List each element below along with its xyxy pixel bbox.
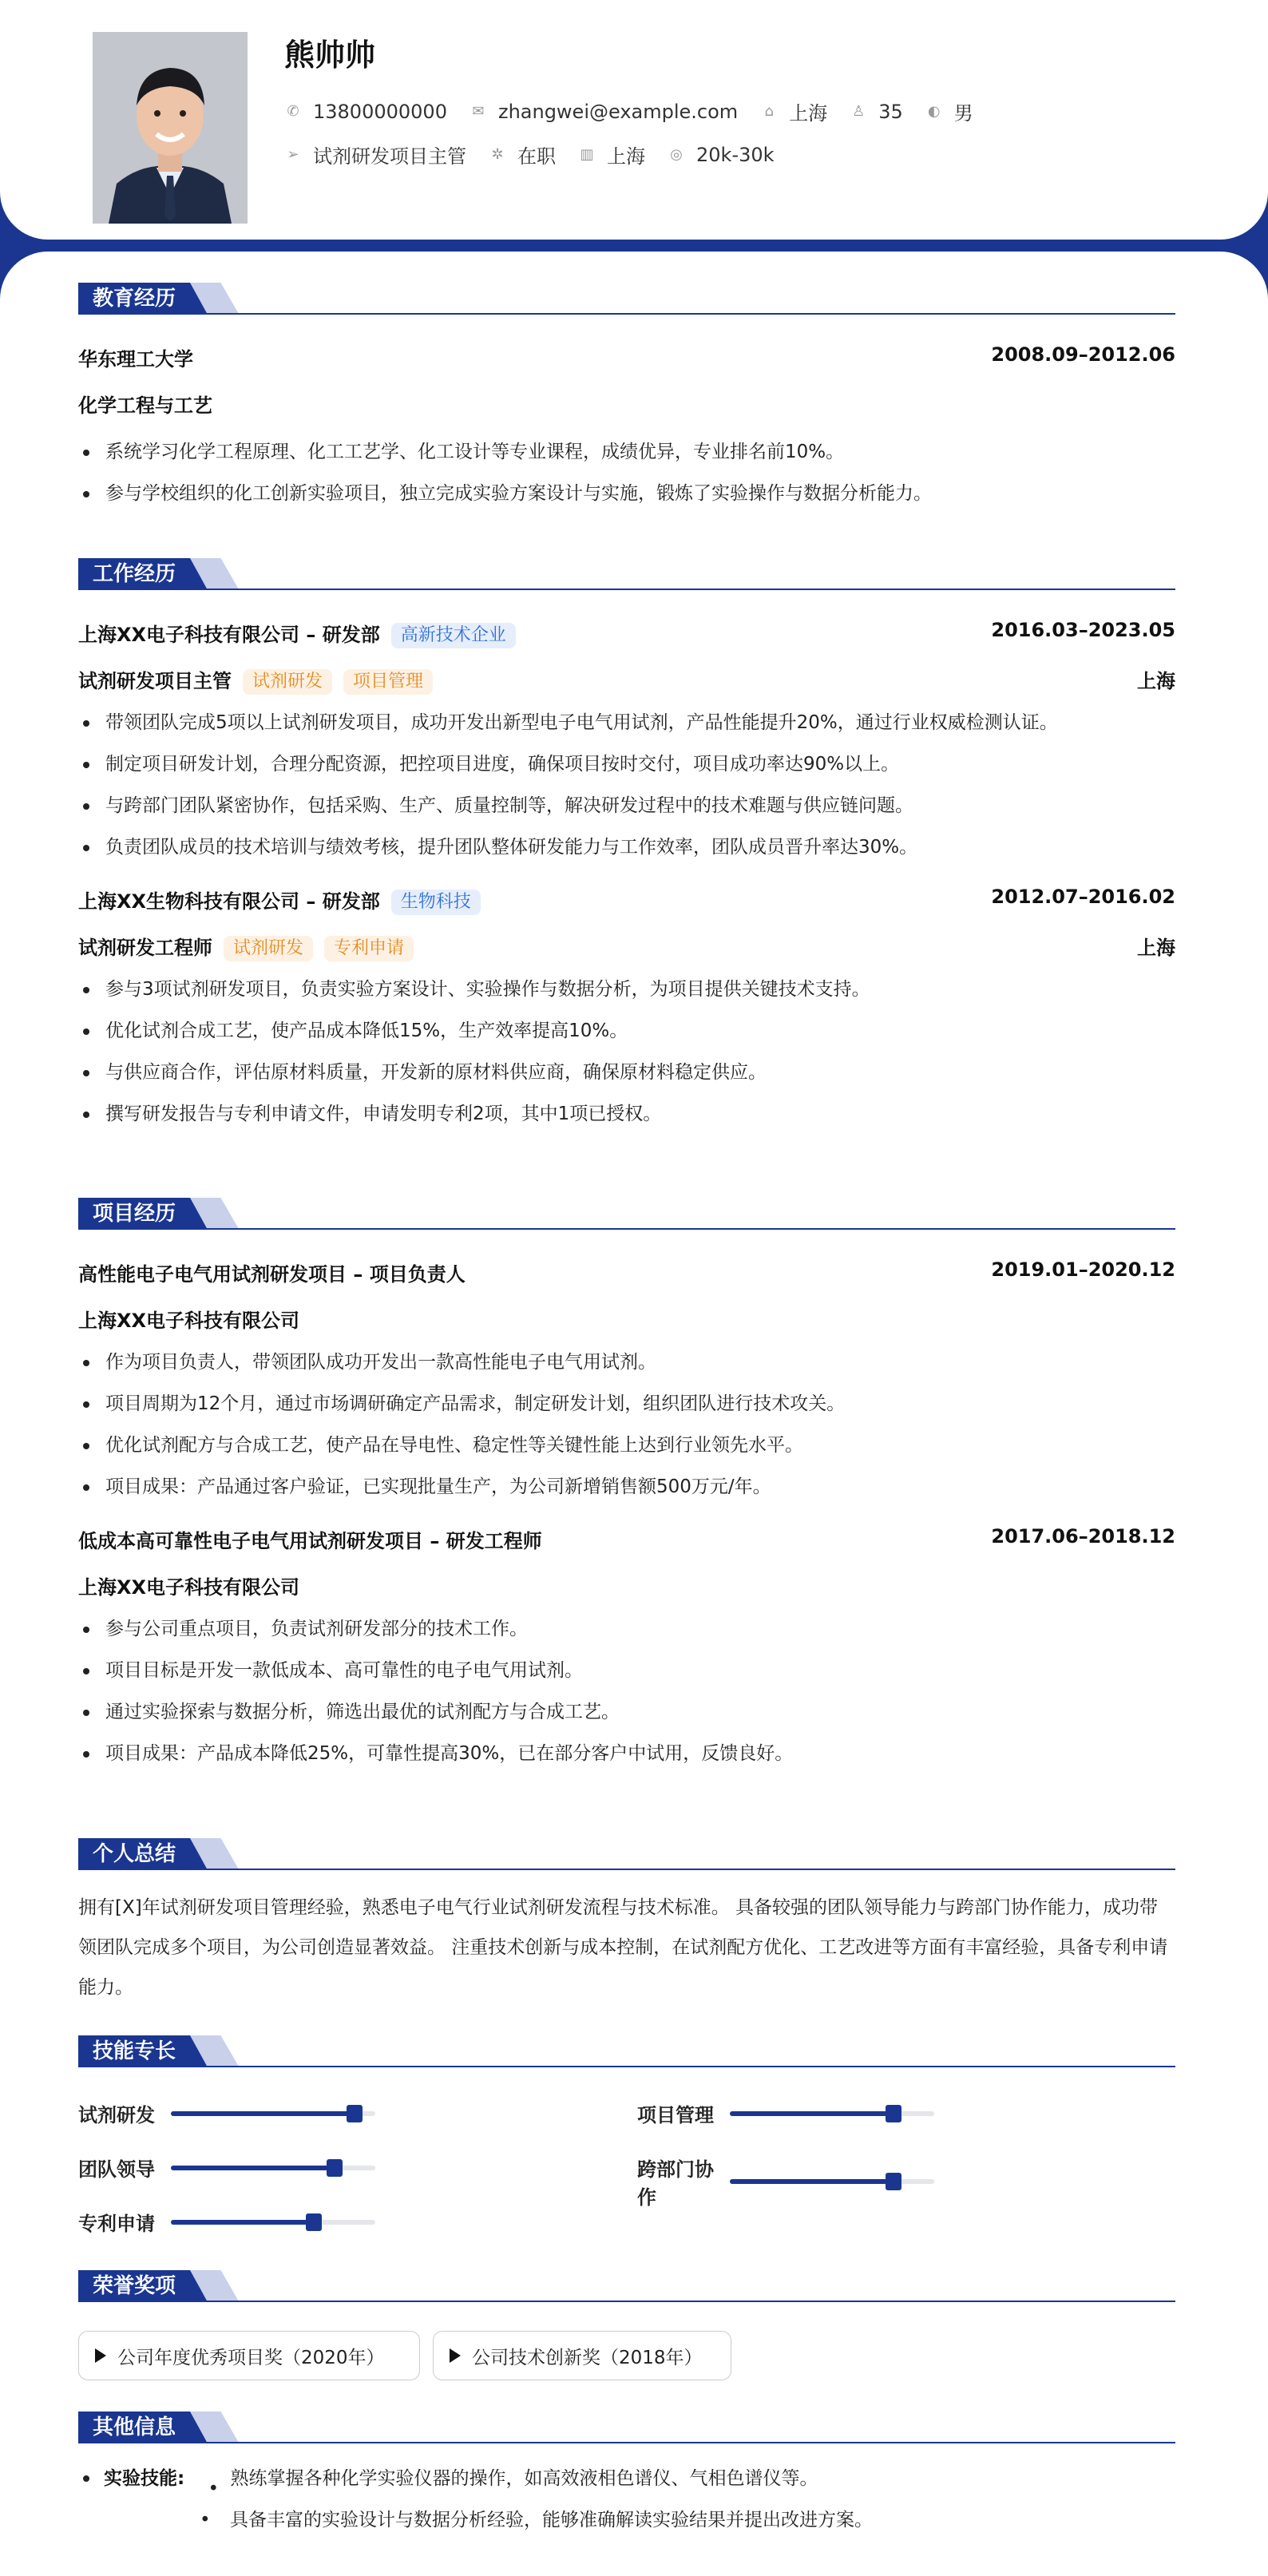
location-text: 上海 [789,102,828,125]
role-title: 试剂研发工程师 [78,937,212,959]
city-text: 上海 [607,145,645,168]
mail-icon: ✉ [472,102,485,120]
list-item: 项目成果：产品通过客户验证，已实现批量生产，为公司新增销售额500万元/年。 [78,1466,1175,1508]
project-period: 2017.06–2018.12 [991,1525,1175,1548]
skill-name: 专利申请 [78,2213,155,2235]
award-text: 公司年度优秀项目奖（2020年） [117,2347,385,2368]
list-item: 参与学校组织的化工创新实验项目，独立完成实验方案设计与实施，锻炼了实验操作与数据分析能力。 [78,473,1175,514]
skill-bar-knob [886,2173,901,2190]
work-bullets [78,969,1175,1135]
role-tag: 专利申请 [324,936,414,961]
other-row [78,2458,1175,2499]
skill-bar-fill [171,2220,314,2225]
age-item [850,101,903,123]
award-item [78,2331,420,2380]
list-item: 优化试剂合成工艺，使产品成本降低15%，生产效率提高10%。 [78,1010,1175,1052]
section-title: 教育经历 [78,283,190,315]
skill-bar [730,2111,934,2116]
project-company: 上海XX电子科技有限公司 [78,1576,300,1599]
list-item: 负责团队成员的技术培训与绩效考核，提升团队整体研发能力与工作效率，团队成员晋升率达30%。 [78,826,1175,868]
email-item[interactable] [470,101,738,123]
skill-bar-fill [730,2111,894,2116]
major-name: 化学工程与工艺 [78,394,212,417]
other-row [78,2499,1175,2541]
work-city: 上海 [1137,937,1175,959]
project-company: 上海XX电子科技有限公司 [78,1310,300,1332]
work-entry-header [78,886,1175,913]
work-bullets [78,702,1175,868]
skill-bar-knob [327,2159,343,2177]
project-title: 高性能电子电气用试剂研发项目 – 项目负责人 [78,1263,466,1286]
city-item [578,141,645,168]
section-divider [78,2442,1175,2443]
project-bullets [78,1608,1175,1774]
list-item: 带领团队完成5项以上试剂研发项目，成功开发出新型电子电气用试剂，产品性能提升20%，通过行业权威检测认证。 [78,702,1175,743]
project-title: 低成本高可靠性电子电气用试剂研发项目 – 研发工程师 [78,1530,542,1552]
section-title: 技能专长 [78,2035,190,2067]
skill-item [637,2099,934,2127]
company-name: 上海XX生物科技有限公司 – 研发部 [78,890,380,913]
list-item: 项目周期为12个月，通过市场调研确定产品需求，制定研发计划，组织团队进行技术攻关。 [78,1383,1175,1425]
skill-item [637,2154,934,2209]
other-item [197,2468,818,2499]
work-period: 2012.07–2016.02 [991,886,1175,908]
company-name: 上海XX电子科技有限公司 – 研发部 [78,624,380,646]
bullet-dot [83,2475,89,2482]
role-title: 试剂研发项目主管 [78,670,232,692]
role-tag: 试剂研发 [243,669,332,695]
section-title: 工作经历 [78,558,190,590]
bullet-dot: • [200,2510,211,2530]
section-divider [78,589,1175,590]
contact-row [284,97,996,125]
list-item: 参与3项试剂研发项目，负责实验方案设计、实验操作与数据分析，为项目提供关键技术支持。 [78,969,1175,1010]
section-header [78,1198,1175,1230]
company-tag: 高新技术企业 [391,623,516,648]
list-item: 项目目标是开发一款低成本、高可靠性的电子电气用试剂。 [78,1650,1175,1691]
project-entry-header [78,1525,1175,1552]
skill-item [78,2208,375,2236]
candidate-name: 熊帅帅 [284,38,376,73]
major-row [78,390,1175,417]
section-title: 荣誉奖项 [78,2270,190,2302]
section-header [78,2270,1175,2302]
skill-bar [730,2179,934,2184]
send-icon: ➢ [287,145,299,163]
play-icon [95,2348,106,2363]
email-text: zhangwei@example.com [497,100,739,123]
gender-icon: ◐ [927,102,941,120]
project-company-row [78,1305,1175,1332]
role-tag: 项目管理 [343,669,433,695]
summary-section [78,1838,1175,2007]
phone-text: 13800000000 [313,100,447,123]
skill-bar-knob [886,2105,901,2122]
list-item: 与跨部门团队紧密协作，包括采购、生产、质量控制等，解决研发过程中的技术难题与供应链问题。 [78,785,1175,826]
status-item [489,141,556,168]
skills-section [78,2035,1175,2259]
section-divider [78,313,1175,315]
person-icon: ♙ [852,102,866,120]
bullet-dot: • [208,2479,220,2499]
skill-bar [171,2111,375,2116]
section-header [78,558,1175,590]
work-role-row [78,932,1175,959]
skill-bar-knob [306,2213,322,2231]
building-icon: ▥ [580,145,594,163]
section-divider [78,2066,1175,2067]
position-text: 试剂研发项目主管 [313,145,466,168]
home-icon: ⌂ [764,102,774,120]
education-section [78,283,1175,514]
education-entry [78,343,1175,371]
project-company-row [78,1571,1175,1599]
avatar-photo [93,32,248,224]
location-item [760,97,827,125]
project-entry-header [78,1258,1175,1286]
company-tag: 生物科技 [391,890,481,915]
section-divider [78,1869,1175,1870]
skill-name: 跨部门协作 [637,2158,714,2209]
other-item-text: 具备丰富的实验设计与数据分析经验，能够准确解读实验结果并提出改进方案。 [230,2510,873,2530]
section-header [78,1838,1175,1870]
phone-icon: ✆ [287,102,299,120]
work-role-row [78,665,1175,692]
section-title: 其他信息 [78,2412,190,2443]
skill-bar [171,2220,375,2225]
other-content [78,2458,1175,2541]
skill-item [78,2099,375,2127]
skill-item [78,2154,375,2182]
section-header [78,283,1175,315]
salary-item [668,144,775,166]
play-icon [450,2348,461,2363]
education-period: 2008.09–2012.06 [991,343,1175,366]
summary-text: 拥有[X]年试剂研发项目管理经验，熟悉电子电气行业试剂研发流程与技术标准。 具备较强的团队领导能力与跨部门协作能力，成功带领团队完成多个项目，为公司创造显著效益。 注重技术创新与成本控制，在试剂配方优化、工艺改进等方面有丰富经验，具备专利申请能力。 [78,1897,1168,1998]
work-city: 上海 [1137,670,1175,692]
award-text: 公司技术创新奖（2018年） [472,2347,703,2368]
skill-bar-fill [730,2179,894,2184]
skill-name: 项目管理 [637,2104,714,2126]
projects-section [78,1198,1175,1774]
project-bullets [78,1342,1175,1508]
other-item-text: 熟练掌握各种化学实验仪器的操作，如高效液相色谱仪、气相色谱仪等。 [230,2468,818,2489]
list-item: 与供应商合作，评估原材料质量，开发新的原材料供应商，确保原材料稳定供应。 [78,1052,1175,1093]
list-item: 项目成果：产品成本降低25%，可靠性提高30%，已在部分客户中试用，反馈良好。 [78,1733,1175,1774]
skill-bar-fill [171,2111,355,2116]
list-item: 撰写研发报告与专利申请文件，申请发明专利2项，其中1项已授权。 [78,1093,1175,1135]
age-text: 35 [878,100,903,123]
award-item [433,2331,731,2380]
list-item: 作为项目负责人，带领团队成功开发出一款高性能电子电气用试剂。 [78,1342,1175,1383]
salary-icon: ◎ [670,145,683,163]
education-bullets [78,431,1175,514]
other-label: 实验技能: [104,2468,185,2489]
avatar [93,32,248,224]
work-period: 2016.03–2023.05 [991,619,1175,641]
skill-bar-knob [347,2105,363,2122]
skill-name: 团队领导 [78,2158,155,2181]
gender-item [925,97,973,125]
position-item [284,141,466,168]
section-title: 个人总结 [78,1838,190,1870]
list-item: 通过实验探索与数据分析，筛选出最优的试剂配方与合成工艺。 [78,1691,1175,1733]
list-item: 系统学习化学工程原理、化工工艺学、化工设计等专业课程，成绩优异，专业排名前10%。 [78,431,1175,473]
project-period: 2019.01–2020.12 [991,1258,1175,1281]
header-card [0,0,1268,240]
section-divider [78,2301,1175,2302]
section-header [78,2035,1175,2067]
section-header [78,2412,1175,2443]
section-divider [78,1228,1175,1230]
work-section [78,558,1175,1135]
status-icon: ✲ [491,145,504,163]
role-tag: 试剂研发 [224,936,313,961]
awards-section [78,2270,1175,2398]
school-name: 华东理工大学 [78,348,193,371]
job-intent-row [284,141,797,168]
section-title: 项目经历 [78,1198,190,1230]
list-item: 优化试剂配方与合成工艺，使产品在导电性、稳定性等关键性能上达到行业领先水平。 [78,1425,1175,1466]
gender-text: 男 [953,102,973,125]
status-text: 在职 [517,145,556,168]
work-entry-header [78,619,1175,646]
awards-list [78,2331,1175,2380]
salary-text: 20k-30k [696,143,775,166]
list-item: 制定项目研发计划，合理分配资源，把控项目进度，确保项目按时交付，项目成功率达90%以上。 [78,743,1175,785]
phone-item [284,101,447,123]
skill-name: 试剂研发 [78,2104,155,2126]
skill-bar-fill [171,2166,335,2170]
other-section [78,2412,1175,2571]
list-item: 参与公司重点项目，负责试剂研发部分的技术工作。 [78,1608,1175,1650]
skill-bar [171,2166,375,2170]
